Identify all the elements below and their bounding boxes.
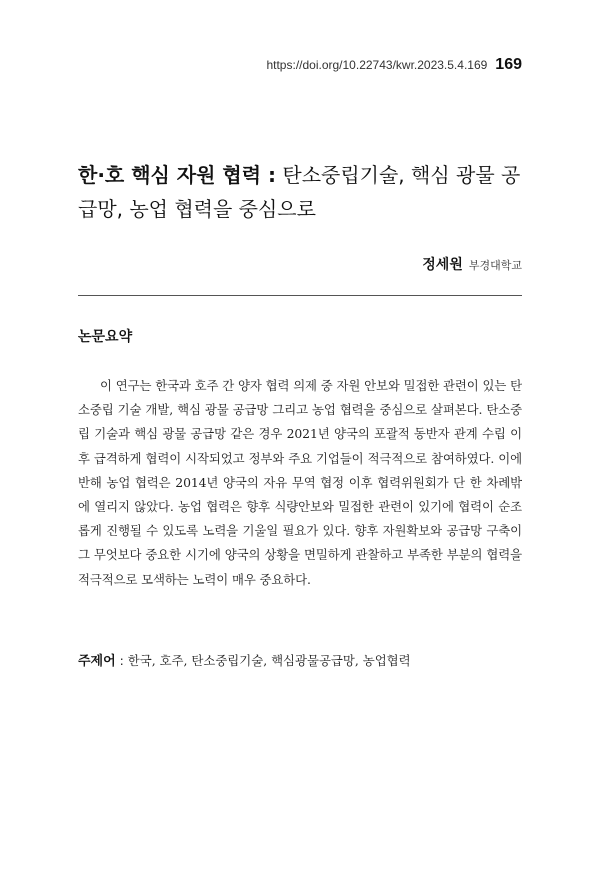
keywords-line xyxy=(78,650,522,669)
keywords-separator: : xyxy=(115,653,128,668)
title-rest: 탄소중립기술, 핵심 광물 공급망, 농업 협력을 중심으로 xyxy=(78,163,521,221)
author-name: 정세원 xyxy=(422,257,463,273)
article-title xyxy=(78,158,528,226)
title-bold-part: 한·호 핵심 자원 협력 : xyxy=(78,163,277,187)
divider xyxy=(78,295,522,296)
abstract-body: 이 연구는 한국과 호주 간 양자 협력 의제 중 자원 안보와 밀접한 관련이 있는 탄소중립 기술 개발, 핵심 광물 공급망 그리고 농업 협력을 중심으로 살펴본다. 탄소중립 기술과 핵심 광물 공급망 같은 경우 2021년 양국의 포괄적 동반자 관계 수립 이후 급격하게 협력이 시작되었고 정부와 주요 기업들이 적극적으로 참여하였다. 이에 반해 농업 협력은 2014년 양국의 자유 무역 협정 이후 협력위원회가 단 한 차례밖에 열리지 않았다. 농업 협력은 향후 식량안보와 밀접한 관련이 있기에 협력이 순조롭게 진행될 수 있도록 노력을 기울일 필요가 있다. 향후 자원확보와 공급망 구축이 그 무엇보다 중요한 시기에 양국의 상황을 면밀하게 관찰하고 부족한 부분의 협력을 적극적으로 모색하는 노력이 매우 중요하다. xyxy=(78,378,522,587)
keywords-label: 주제어 xyxy=(78,654,116,669)
doi-link[interactable]: https://doi.org/10.22743/kwr.2023.5.4.169 xyxy=(266,58,488,72)
author-affiliation: 부경대학교 xyxy=(468,259,522,272)
running-header xyxy=(266,56,522,74)
author-line xyxy=(422,254,522,274)
page-number: 169 xyxy=(495,56,522,73)
abstract-heading: 논문요약 xyxy=(78,329,133,345)
keywords-values: 한국, 호주, 탄소중립기술, 핵심광물공급망, 농업협력 xyxy=(127,653,411,668)
